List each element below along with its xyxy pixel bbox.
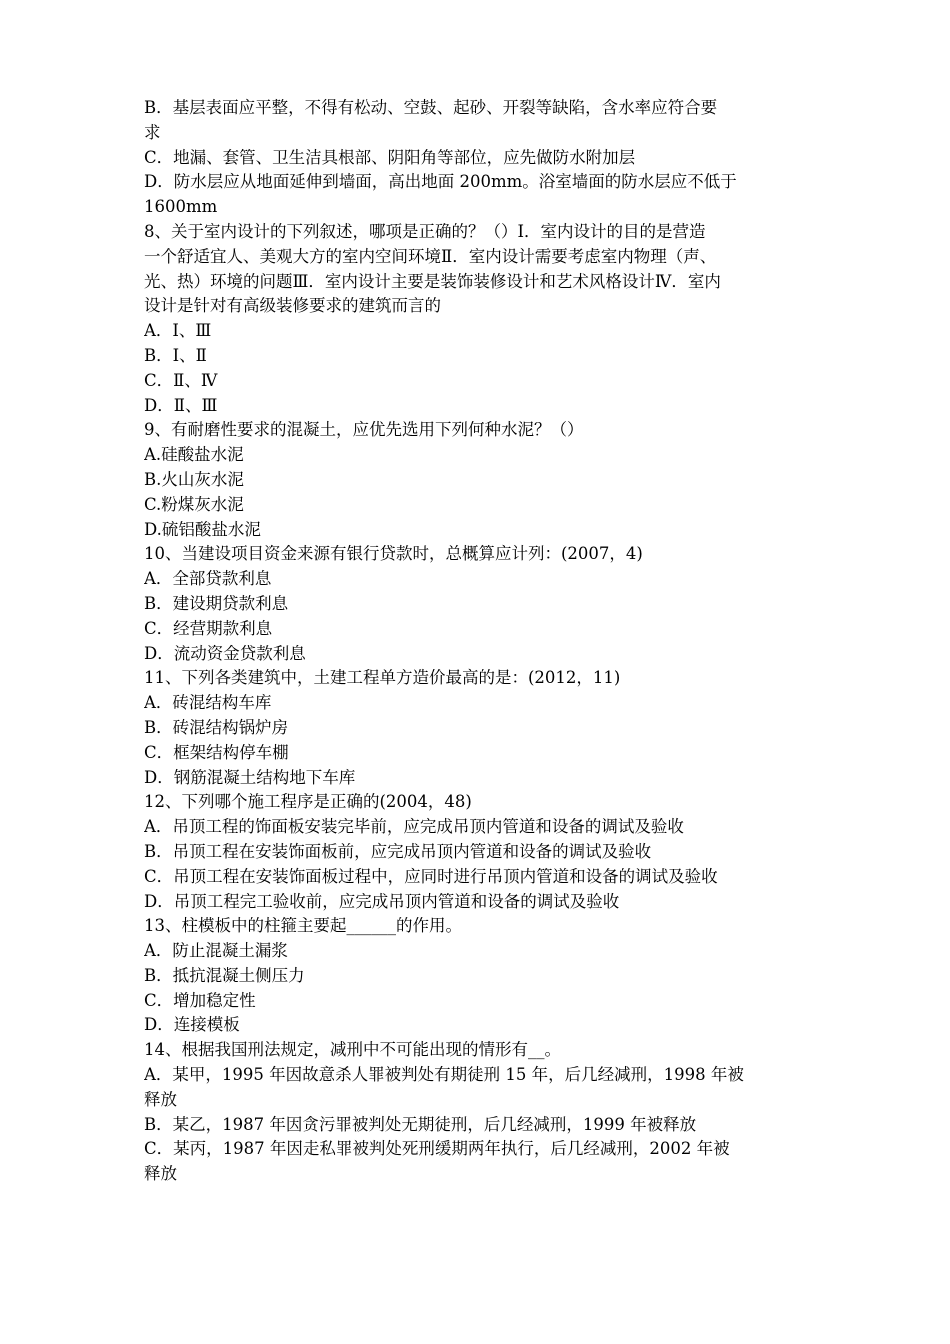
option-line: A．防止混凝土漏浆 (144, 941, 288, 961)
option-line: D．流动资金贷款利息 (144, 643, 306, 663)
option-line: D．Ⅱ、Ⅲ (144, 395, 218, 415)
option-line: D．钢筋混凝土结构地下车库 (144, 767, 356, 787)
option-line: A．全部贷款利息 (144, 569, 272, 589)
option-line: D．连接模板 (144, 1015, 240, 1035)
question-11-line: 11、下列各类建筑中，土建工程单方造价最高的是：(2012，11) (144, 668, 621, 688)
option-line: D．吊顶工程完工验收前，应完成吊顶内管道和设备的调试及验收 (144, 891, 620, 911)
option-line: A．Ⅰ、Ⅲ (144, 321, 212, 341)
option-line: D.硫铝酸盐水泥 (144, 519, 261, 539)
question-8-line: 光、热）环境的问题Ⅲ．室内设计主要是装饰装修设计和艺术风格设计Ⅳ．室内 (144, 271, 721, 291)
option-line: A.硅酸盐水泥 (144, 445, 244, 465)
option-line: C．某丙，1987 年因走私罪被判处死刑缓期两年执行，后几经减刑，2002 年被 (144, 1139, 730, 1159)
option-line: 释放 (144, 1164, 177, 1184)
option-line: C．Ⅱ、Ⅳ (144, 370, 218, 390)
option-line: A．某甲，1995 年因故意杀人罪被判处有期徒刑 15 年，后几经减刑，1998 年被 (144, 1065, 744, 1085)
option-line: C．框架结构停车棚 (144, 742, 289, 762)
option-line: B．Ⅰ、Ⅱ (144, 345, 207, 365)
question-14-line: 14、根据我国刑法规定，减刑中不可能出现的情形有__。 (144, 1040, 561, 1060)
option-line: C．吊顶工程在安装饰面板过程中，应同时进行吊顶内管道和设备的调试及验收 (144, 866, 718, 886)
option-line: C．增加稳定性 (144, 990, 256, 1010)
question-8-line: 一个舒适宜人、美观大方的室内空间环境Ⅱ．室内设计需要考虑室内物理（声、 (144, 246, 717, 266)
text-line: D．防水层应从地面延伸到墙面，高出地面 200mm。浴室墙面的防水层应不低于 (144, 172, 737, 192)
option-line: B．吊顶工程在安装饰面板前，应完成吊顶内管道和设备的调试及验收 (144, 841, 652, 861)
option-line: C.粉煤灰水泥 (144, 494, 244, 514)
question-8-line: 设计是针对有高级装修要求的建筑而言的 (144, 296, 441, 316)
option-line: B．砖混结构锅炉房 (144, 717, 289, 737)
question-13-line: 13、柱模板中的柱箍主要起______的作用。 (144, 916, 462, 936)
text-line: 1600mm (144, 197, 218, 217)
text-line: C．地漏、套管、卫生洁具根部、阴阳角等部位，应先做防水附加层 (144, 147, 636, 167)
option-line: B.火山灰水泥 (144, 469, 244, 489)
option-line: B．建设期贷款利息 (144, 593, 289, 613)
question-9-line: 9、有耐磨性要求的混凝土，应优先选用下列何种水泥？（） (144, 420, 584, 440)
question-12-line: 12、下列哪个施工程序是正确的(2004，48) (144, 792, 472, 812)
document-body (144, 96, 814, 1187)
option-line: B．抵抗混凝土侧压力 (144, 965, 305, 985)
option-line: B．某乙，1987 年因贪污罪被判处无期徒刑，后几经减刑，1999 年被释放 (144, 1114, 697, 1134)
text-line: B．基层表面应平整，不得有松动、空鼓、起砂、开裂等缺陷，含水率应符合要 (144, 98, 718, 117)
option-line: A．吊顶工程的饰面板安装完毕前，应完成吊顶内管道和设备的调试及验收 (144, 817, 684, 837)
option-line: C．经营期款利息 (144, 618, 273, 638)
question-8-line: 8、关于室内设计的下列叙述，哪项是正确的？（）Ⅰ．室内设计的目的是营造 (144, 221, 706, 241)
option-line: 释放 (144, 1089, 177, 1109)
text-line: 求 (144, 122, 161, 142)
option-line: A．砖混结构车库 (144, 693, 272, 713)
question-10-line: 10、当建设项目资金来源有银行贷款时，总概算应计列：(2007，4) (144, 544, 643, 564)
